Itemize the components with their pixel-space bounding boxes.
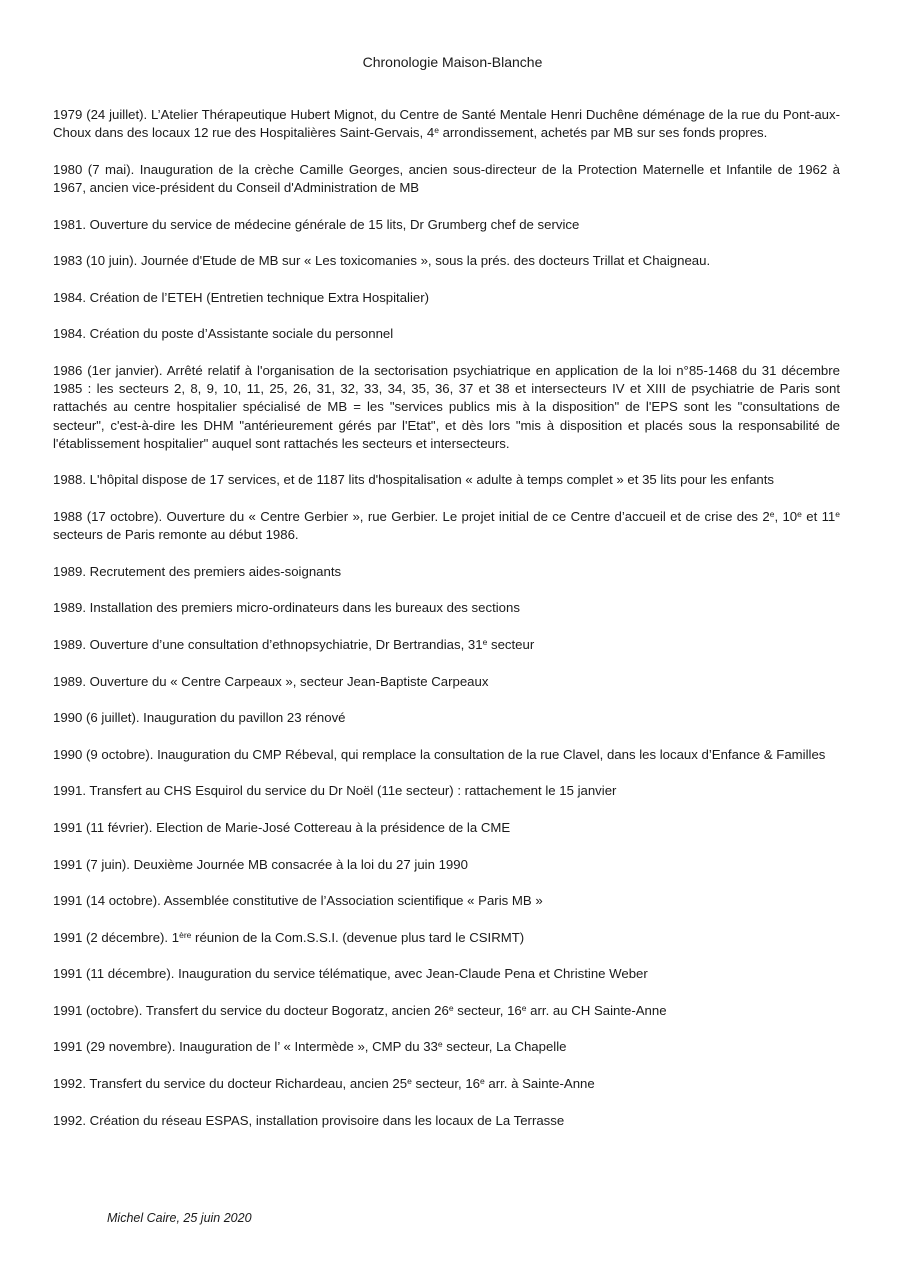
- chronology-entry: 1991. Transfert au CHS Esquirol du service du Dr Noël (11e secteur) : rattachement le 15 janvier: [53, 783, 617, 799]
- chronology-entry: 1989. Ouverture du « Centre Carpeaux », secteur Jean-Baptiste Carpeaux: [53, 673, 489, 689]
- ordinal-superscript: e: [437, 1039, 443, 1050]
- chronology-entry: 1992. Création du réseau ESPAS, installation provisoire dans les locaux de La Terrasse: [53, 1112, 565, 1128]
- page-title: Chronologie Maison-Blanche: [362, 54, 543, 70]
- chronology-entry: 1991 (2 décembre). 1ère réunion de la Com.S.S.I. (devenue plus tard le CSIRMT): [53, 929, 525, 945]
- chronology-entry: 1990 (6 juillet). Inauguration du pavillon 23 rénové: [53, 710, 346, 726]
- chronology-entry: 1989. Installation des premiers micro-ordinateurs dans les bureaux des sections: [53, 600, 520, 616]
- chronology-entry: 1979 (24 juillet). L’Atelier Thérapeutique Hubert Mignot, du Centre de Santé Mentale Henri Duchêne déménage de la rue du Pont-aux-Choux dans des locaux 12 rue des Hospitalières Saint-Gervais, 4e arrondissement, achetés par MB sur ses fonds propres.: [53, 107, 840, 141]
- ordinal-superscript: ère: [179, 929, 192, 940]
- ordinal-superscript: e: [797, 508, 802, 519]
- chronology-entry: 1983 (10 juin). Journée d'Etude de MB sur « Les toxicomanies », sous la prés. des docteurs Trillat et Chaigneau.: [53, 253, 711, 269]
- ordinal-superscript: e: [482, 636, 488, 647]
- ordinal-superscript: e: [448, 1002, 454, 1013]
- chronology-entry: 1984. Création du poste d’Assistante sociale du personnel: [53, 326, 394, 342]
- chronology-entry: 1991 (octobre). Transfert du service du docteur Bogoratz, ancien 26e secteur, 16e arr. au CH Sainte-Anne: [53, 1002, 667, 1018]
- chronology-entry: 1988. L'hôpital dispose de 17 services, et de 1187 lits d'hospitalisation « adulte à temps complet » et 35 lits pour les enfants: [53, 472, 775, 488]
- chronology-entry: 1989. Recrutement des premiers aides-soignants: [53, 563, 342, 579]
- ordinal-superscript: e: [480, 1076, 485, 1087]
- chronology-entry: 1992. Transfert du service du docteur Richardeau, ancien 25e secteur, 16e arr. à Sainte-Anne: [53, 1076, 595, 1092]
- ordinal-superscript: e: [835, 508, 841, 519]
- ordinal-superscript: e: [407, 1076, 412, 1087]
- ordinal-superscript: e: [769, 508, 775, 519]
- chronology-entry: 1991 (14 octobre). Assemblée constitutive de l’Association scientifique « Paris MB »: [53, 893, 543, 909]
- chronology-entry: 1989. Ouverture d’une consultation d’ethnopsychiatrie, Dr Bertrandias, 31e secteur: [53, 636, 535, 652]
- chronology-entry: 1986 (1er janvier). Arrêté relatif à l'organisation de la sectorisation psychiatrique en application de la loi n°85-1468 du 31 décembre 1985 : les secteurs 2, 8, 9, 10, 11, 25, 26, 31, 32, 33, 34, 35, 36, 37 et 38 et intersecteurs IV et XIII de psychiatrie de Paris sont rattachés au centre hospitalier spécialisé de MB = les "services publics mis à la disposition" de l'EPS sont les "consultations de secteur", c'est-à-dire les DHM "antérieurement gérés par l'Etat", et dès lors "mis à disposition et placés sous la responsabilité de l'établissement hospitalier" auquel sont rattachés les secteurs et intersecteurs.: [53, 362, 840, 451]
- chronology-entry: 1991 (11 décembre). Inauguration du service télématique, avec Jean-Claude Pena et Christine Weber: [53, 966, 648, 982]
- chronology-entry: 1980 (7 mai). Inauguration de la crèche Camille Georges, ancien sous-directeur de la Protection Maternelle et Infantile de 1962 à 1967, ancien vice-président du Conseil d'Administration de MB: [53, 161, 840, 195]
- chronology-entry: 1991 (29 novembre). Inauguration de l’ « Intermède », CMP du 33e secteur, La Chapelle: [53, 1039, 567, 1055]
- chronology-entry: 1990 (9 octobre). Inauguration du CMP Rébeval, qui remplace la consultation de la rue Clavel, dans les locaux d’Enfance & Familles: [53, 746, 826, 762]
- chronology-entry: 1988 (17 octobre). Ouverture du « Centre Gerbier », rue Gerbier. Le projet initial de ce Centre d’accueil et de crise des 2e, 10e et 11e secteurs de Paris remonte au début 1986.: [53, 508, 841, 543]
- chronology-list: [53, 106, 840, 1148]
- footer-author-date: Michel Caire, 25 juin 2020: [107, 1211, 252, 1225]
- chronology-entry: 1981. Ouverture du service de médecine générale de 15 lits, Dr Grumberg chef de service: [53, 216, 580, 232]
- ordinal-superscript: e: [434, 125, 439, 136]
- chronology-entry: 1991 (7 juin). Deuxième Journée MB consacrée à la loi du 27 juin 1990: [53, 856, 468, 872]
- chronology-entry: 1991 (11 février). Election de Marie-José Cottereau à la présidence de la CME: [53, 819, 511, 835]
- chronology-entry: 1984. Création de l’ETEH (Entretien technique Extra Hospitalier): [53, 289, 430, 305]
- ordinal-superscript: e: [521, 1002, 527, 1013]
